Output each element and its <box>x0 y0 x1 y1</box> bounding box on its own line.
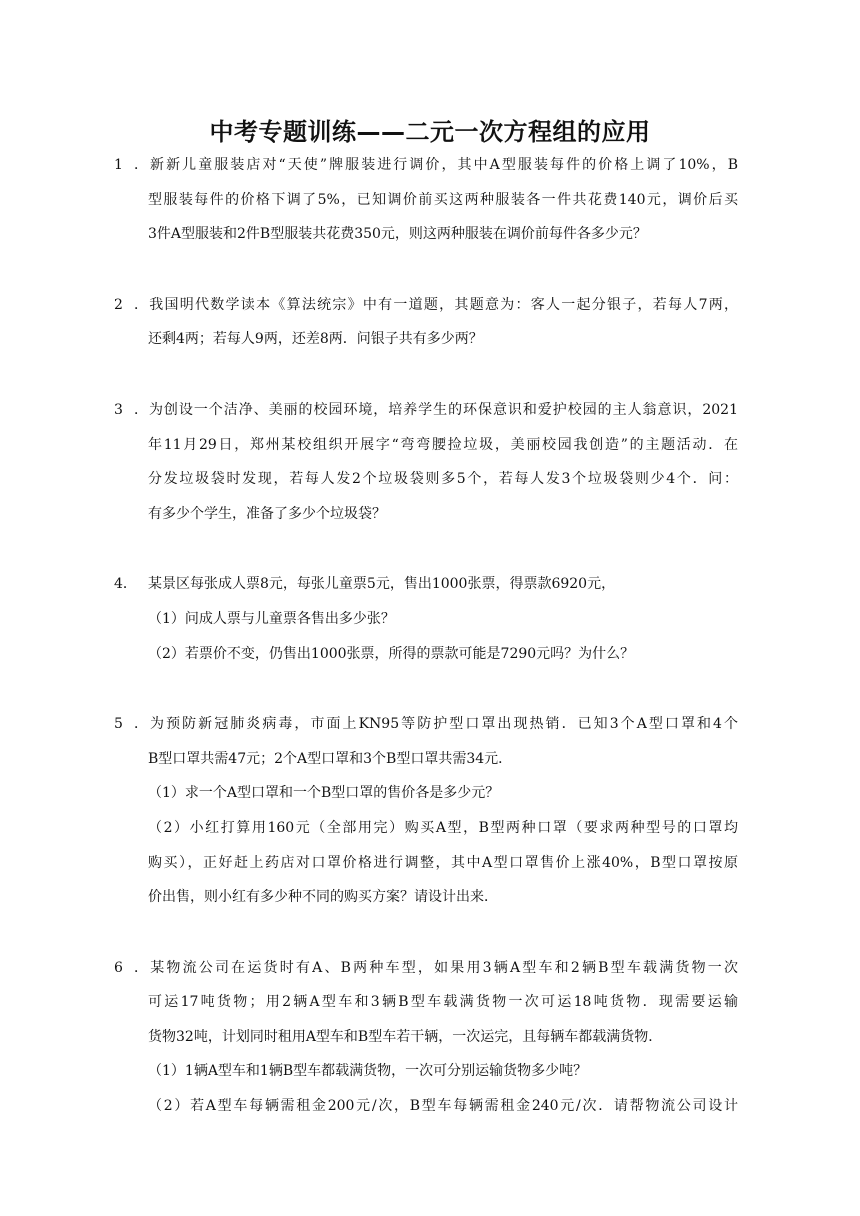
question-5 <box>114 707 738 915</box>
question-number: 1． <box>114 157 148 173</box>
question-1 <box>114 148 738 252</box>
sub-question: （1）1辆A型车和1辆B型车都载满货物，一次可分别运输货物多少吨？ <box>148 1063 588 1080</box>
page-title: 中考专题训练——二元一次方程组的应用 <box>209 118 651 146</box>
question-text-line: 购买），正好赶上药店对口罩价格进行调整，其中A型口罩售价上涨40%，B型口罩按原 <box>148 854 738 871</box>
question-number: 6． <box>114 959 148 976</box>
question-list <box>114 148 738 1124</box>
question-text-line: 为预防新冠肺炎病毒，市面上KN95等防护型口罩出现热销．已知3个A型口罩和4个 <box>148 716 738 733</box>
question-2 <box>114 288 738 357</box>
question-text-line: 还剩4两；若每人9两，还差8两．问银子共有多少两？ <box>148 331 483 348</box>
question-4 <box>114 567 738 671</box>
question-text-line: 我国明代数学读本《算法统宗》中有一道题，其题意为：客人一起分银子，若每人7两， <box>148 296 738 313</box>
question-number: 4． <box>114 576 137 593</box>
sub-question: （1）求一个A型口罩和一个B型口罩的售价各是多少元？ <box>148 785 500 802</box>
question-text-line: 可运17吨货物；用2辆A型车和3辆B型车载满货物一次可运18吨货物．现需要运输 <box>148 994 738 1011</box>
question-text-line: 某景区每张成人票8元，每张儿童票5元，售出1000张票，得票款6920元， <box>148 576 616 593</box>
sub-question: （2）若A型车每辆需租金200元/次，B型车每辆需租金240元/次．请帮物流公司设计 <box>148 1098 738 1115</box>
question-text-line: 有多少个学生，准备了多少个垃圾袋？ <box>148 505 386 522</box>
question-text-line: 价出售，则小红有多少种不同的购买方案？请设计出来． <box>148 889 498 906</box>
question-3 <box>114 393 738 531</box>
question-text-line: 分发垃圾袋时发现，若每人发2个垃圾袋则多5个，若每人发3个垃圾袋则少4个．问： <box>148 471 738 488</box>
question-text-line: 3件A型服装和2件B型服装共花费350元，则这两种服装在调价前每件各多少元？ <box>148 226 647 243</box>
sub-question: （1）问成人票与儿童票各售出多少张？ <box>148 610 395 627</box>
sub-question: （2）若票价不变，仍售出1000张票，所得的票款可能是7290元吗？为什么？ <box>148 645 635 662</box>
question-text-line: 型服装每件的价格下调了5%，已知调价前买这两种服装各一件共花费140元，调价后买 <box>148 191 738 208</box>
question-number: 2． <box>114 296 148 313</box>
question-text-line: B型口罩共需47元；2个A型口罩和3个B型口罩共需34元． <box>148 750 513 767</box>
question-number: 3． <box>114 401 148 418</box>
sub-question: （2）小红打算用160元（全部用完）购买A型，B型两种口罩（要求两种型号的口罩均 <box>148 819 738 836</box>
question-6 <box>114 951 738 1124</box>
question-number: 5． <box>114 716 148 733</box>
question-text-line: 货物32吨，计划同时租用A型车和B型车若干辆，一次运完，且每辆车都载满货物． <box>148 1028 663 1045</box>
question-text-line: 年11月29日，郑州某校组织开展字“弯弯腰捡垃圾，美丽校园我创造”的主题活动．在 <box>148 436 738 453</box>
question-text-line: 为创设一个洁净、美丽的校园环境，培养学生的环保意识和爱护校园的主人翁意识，2021 <box>148 401 738 418</box>
question-text-line: 某物流公司在运货时有A、B两种车型，如果用3辆A型车和2辆B型车载满货物一次 <box>148 959 738 976</box>
question-text-line: 新新儿童服装店对“天使”牌服装进行调价，其中A型服装每件的价格上调了10%，B <box>148 157 738 173</box>
